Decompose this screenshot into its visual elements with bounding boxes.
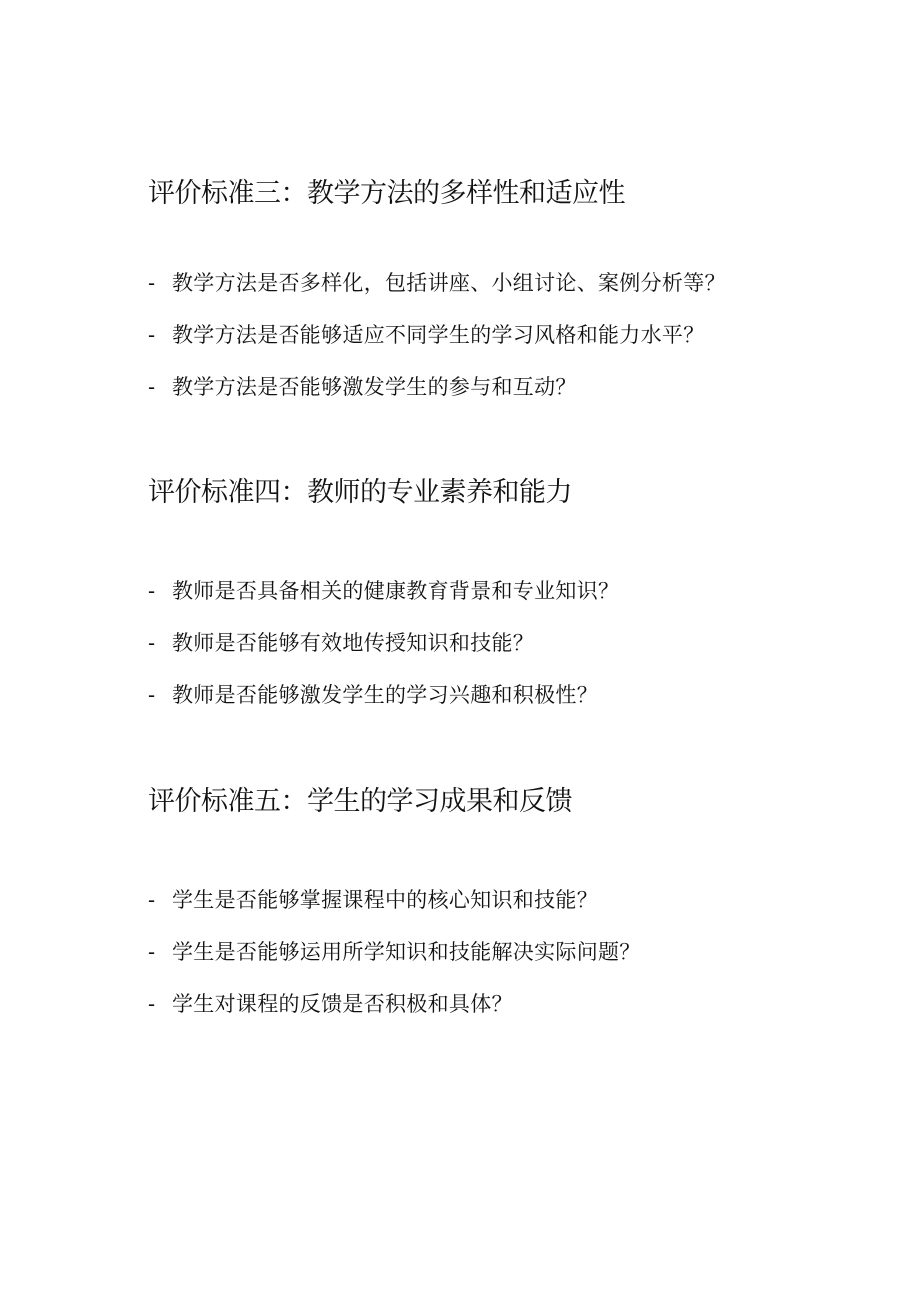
list-item	[148, 989, 848, 1041]
list-item	[148, 680, 848, 732]
list-item-text: 教师是否能够有效地传授知识和技能？	[172, 631, 535, 655]
section-criterion-5	[148, 784, 848, 1016]
list-item	[148, 628, 848, 680]
list-item-text: 学生是否能够掌握课程中的核心知识和技能？	[172, 888, 598, 912]
criteria-list	[148, 268, 848, 424]
bullet-dash: -	[148, 888, 156, 912]
section-criterion-3	[148, 176, 848, 399]
section-heading: 评价标准五：学生的学习成果和反馈	[148, 786, 572, 817]
list-item	[148, 885, 848, 937]
criteria-list	[148, 885, 848, 1041]
bullet-dash: -	[148, 271, 156, 295]
list-item-text: 教学方法是否多样化，包括讲座、小组讨论、案例分析等？	[172, 271, 726, 295]
bullet-dash: -	[148, 375, 156, 399]
bullet-dash: -	[148, 323, 156, 347]
list-item-text: 学生是否能够运用所学知识和技能解决实际问题？	[172, 940, 641, 964]
list-item-text: 教学方法是否能够激发学生的参与和互动？	[172, 375, 577, 399]
section-heading: 评价标准三：教学方法的多样性和适应性	[148, 178, 625, 209]
bullet-dash: -	[148, 940, 156, 964]
list-item	[148, 320, 848, 372]
list-item	[148, 937, 848, 989]
list-item-text: 教学方法是否能够适应不同学生的学习风格和能力水平？	[172, 323, 705, 347]
list-item	[148, 372, 848, 424]
list-item-text: 学生对课程的反馈是否积极和具体？	[172, 992, 513, 1016]
bullet-dash: -	[148, 631, 156, 655]
list-item	[148, 268, 848, 320]
section-criterion-4	[148, 475, 848, 707]
list-item-text: 教师是否能够激发学生的学习兴趣和积极性？	[172, 683, 598, 707]
list-item	[148, 576, 848, 628]
bullet-dash: -	[148, 683, 156, 707]
criteria-list	[148, 576, 848, 732]
bullet-dash: -	[148, 992, 156, 1016]
section-heading: 评价标准四：教师的专业素养和能力	[148, 477, 572, 508]
list-item-text: 教师是否具备相关的健康教育背景和专业知识？	[172, 579, 620, 603]
bullet-dash: -	[148, 579, 156, 603]
